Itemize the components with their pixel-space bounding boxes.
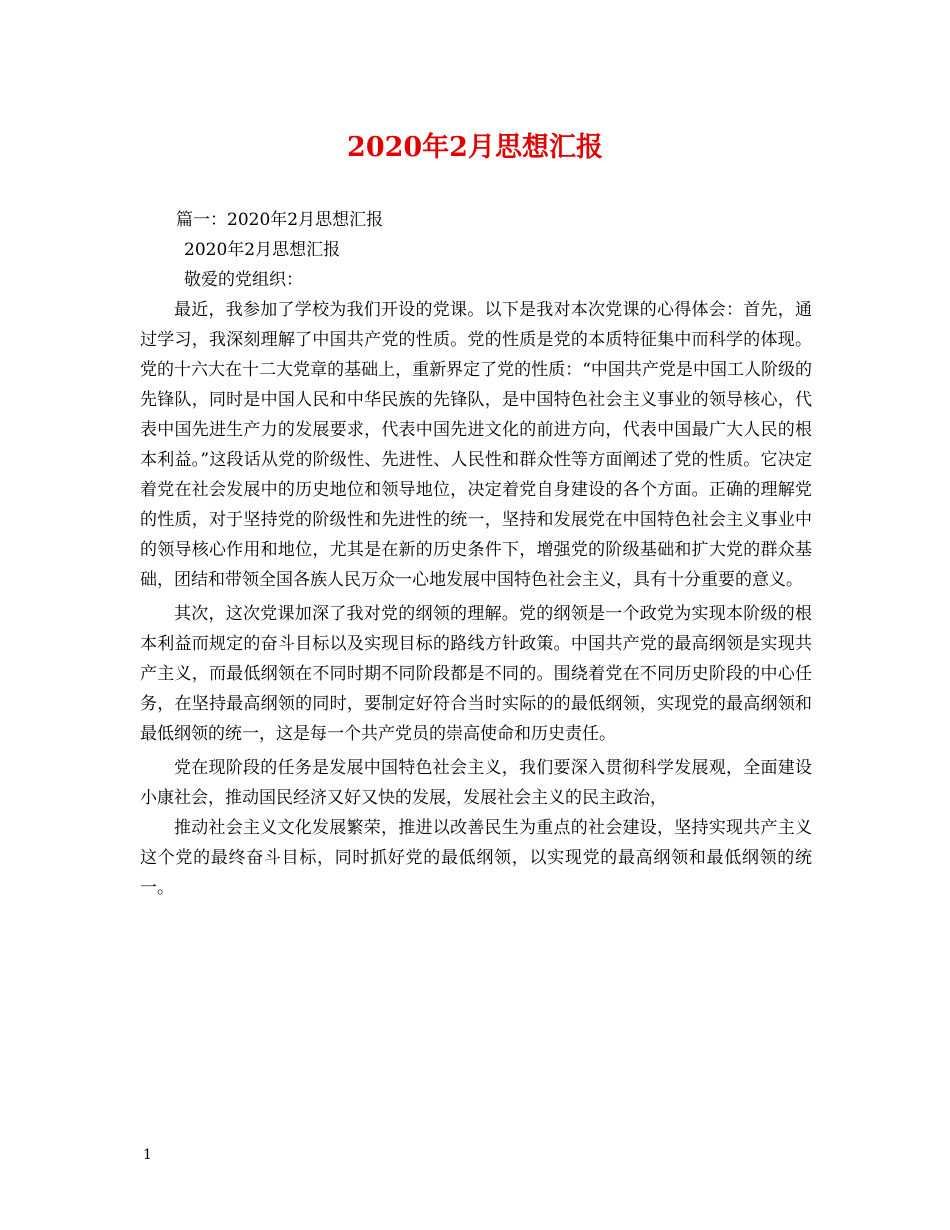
section-heading: 篇一：2020年2月思想汇报 xyxy=(176,210,384,230)
document-title: 2020年2月思想汇报 xyxy=(347,132,603,163)
paragraph-4: 推动社会主义文化发展繁荣，推进以改善民生为重点的社会建设，坚持实现共产主义这个党的最终奋斗目标，同时抓好党的最低纲领，以实现党的最高纲领和最低纲领的统一。 xyxy=(140,818,812,898)
section-subheading: 2020年2月思想汇报 xyxy=(184,240,341,260)
paragraph-3: 党在现阶段的任务是发展中国特色社会主义，我们要深入贯彻科学发展观，全面建设小康社会，推动国民经济又好又快的发展，发展社会主义的民主政治， xyxy=(140,758,812,808)
page-number: 1 xyxy=(143,1147,152,1163)
document-body xyxy=(140,205,812,903)
salutation: 敬爱的党组织： xyxy=(184,270,303,290)
paragraph-2: 其次，这次党课加深了我对党的纲领的理解。党的纲领是一个政党为实现本阶级的根本利益而规定的奋斗目标以及实现目标的路线方针政策。中国共产党的最高纲领是实现共产主义，而最低纲领在不同时期不同阶段都是不同的。围绕着党在不同历史阶段的中心任务，在坚持最高纲领的同时，要制定好符合当时实际的的最低纲领，实现党的最高纲领和最低纲领的统一，这是每一个共产党员的崇高使命和历史责任。 xyxy=(140,604,812,744)
paragraph-1: 最近，我参加了学校为我们开设的党课。以下是我对本次党课的心得体会：首先，通过学习，我深刻理解了中国共产党的性质。党的性质是党的本质特征集中而科学的体现。党的十六大在十二大党章的基础上，重新界定了党的性质：“中国共产党是中国工人阶级的先锋队，同时是中国人民和中华民族的先锋队，是中国特色社会主义事业的领导核心，代表中国先进生产力的发展要求，代表中国先进文化的前进方向，代表中国最广大人民的根本利益。”这段话从党的阶级性、先进性、人民性和群众性等方面阐述了党的性质。它决定着党在社会发展中的历史地位和领导地位，决定着党自身建设的各个方面。正确的理解党的性质，对于坚持党的阶级性和先进性的统一，坚持和发展党在中国特色社会主义事业中的领导核心作用和地位，尤其是在新的历史条件下，增强党的阶级基础和扩大党的群众基础，团结和带领全国各族人民万众一心地发展中国特色社会主义，具有十分重要的意义。 xyxy=(140,300,812,590)
